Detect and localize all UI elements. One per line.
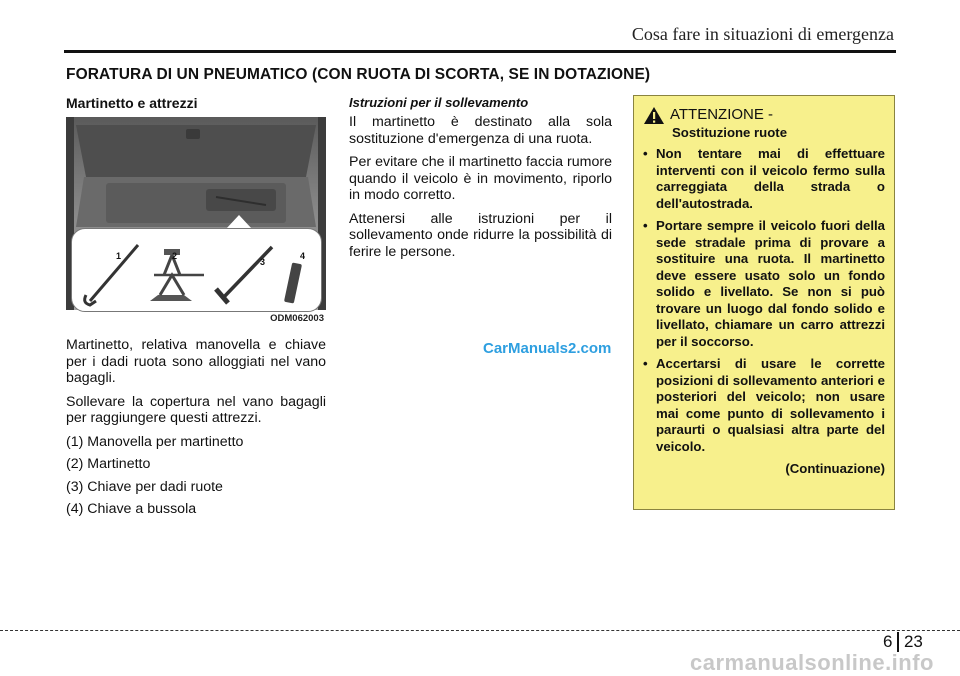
- section-title: FORATURA DI UN PNEUMATICO (CON RUOTA DI SCORTA, SE IN DOTAZIONE): [66, 66, 651, 83]
- list-item: (1) Manovella per martinetto: [66, 433, 244, 450]
- figure-code: ODM062003: [270, 313, 324, 324]
- tools-figure: [66, 117, 326, 325]
- warning-item: • Accertarsi di usare le corrette posizioni di sollevamento anteriori e posteriori del veicolo; non usare mai come punto di sollevamento i paraurti o qualsiasi altra parte del veicolo.: [643, 356, 885, 455]
- watermark-link[interactable]: CarManuals2.com: [483, 340, 612, 357]
- tools-callout: [71, 228, 322, 312]
- middle-column: [349, 95, 612, 267]
- warning-title: ATTENZIONE -: [670, 106, 774, 123]
- lifting-paragraph-3: Attenersi alle istruzioni per il sollevamento onde ridurre la possibilità di ferire le persone.: [349, 210, 612, 260]
- tools-drawing: [72, 229, 321, 311]
- footer-rule: [0, 630, 960, 631]
- warning-list: [643, 146, 885, 455]
- lifting-paragraph-1: Il martinetto è destinato alla sola sostituzione d'emergenza di una ruota.: [349, 114, 612, 147]
- callout-pointer: [226, 215, 252, 229]
- list-item: (2) Martinetto: [66, 456, 151, 472]
- left-column: [66, 95, 326, 524]
- tools-list: [66, 434, 326, 518]
- tools-subheading: Martinetto e attrezzi: [66, 95, 198, 111]
- page-number: [883, 632, 923, 652]
- page-number-value: 23: [903, 632, 923, 651]
- chapter-number: 6: [883, 632, 893, 651]
- tool-number-4: 4: [300, 251, 306, 261]
- list-item: (4) Chiave a bussola: [66, 501, 197, 517]
- warning-triangle-icon: [643, 106, 665, 125]
- lifting-subheading: Istruzioni per il sollevamento: [349, 95, 529, 110]
- tools-paragraph-2: Sollevare la copertura nel vano bagagli per raggiungere questi attrezzi.: [66, 393, 326, 426]
- tool-number-2: 2: [172, 251, 178, 261]
- page-number-separator: [897, 632, 899, 652]
- warning-header: [643, 106, 885, 125]
- warning-item: • Portare sempre il veicolo fuori della sede stradale prima di provare a sostituire una ruota. Il martinetto deve essere usato solo un fondo solido e livellato. Se non si può trovare un luogo dal fondo solido e livellato, chiamare un carro attrezzi per il soccorso.: [643, 218, 885, 350]
- footer-site-link[interactable]: carmanualsonline.info: [690, 650, 934, 675]
- warning-box: [633, 95, 895, 510]
- lifting-paragraph-2: Per evitare che il martinetto faccia rumore quando il veicolo è in movimento, riporlo in modo corretto.: [349, 154, 612, 203]
- warning-continuation: (Continuazione): [785, 461, 885, 476]
- list-item: (3) Chiave per dadi ruote: [66, 478, 223, 495]
- tool-number-3: 3: [260, 257, 266, 267]
- warning-subtitle: Sostituzione ruote: [672, 125, 788, 140]
- tool-number-1: 1: [116, 251, 122, 261]
- tools-paragraph-1: Martinetto, relativa manovella e chiave per i dadi ruota sono alloggiati nel vano bagagli.: [66, 337, 326, 386]
- running-title: Cosa fare in situazioni di emergenza: [631, 24, 894, 44]
- header-rule: [64, 50, 896, 53]
- warning-item: • Non tentare mai di effettuare interventi con il veicolo fermo sulla carreggiata della strada o dell'autostrada.: [643, 146, 885, 212]
